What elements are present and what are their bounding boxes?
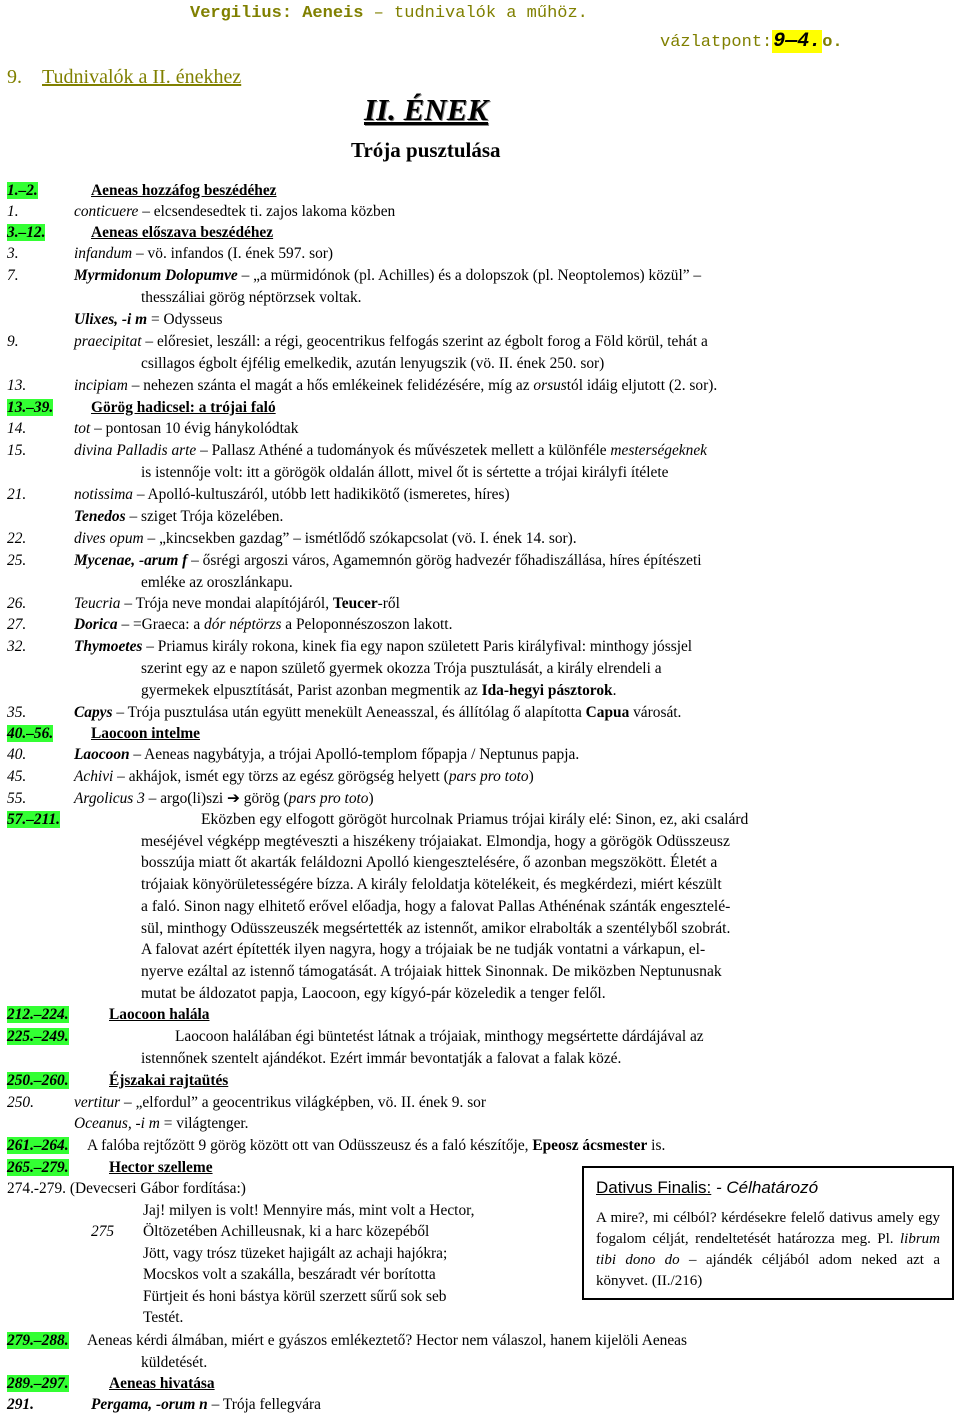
list-item: 15. divina Palladis arte – Pallasz Athéné a tudományok és művészetek mellett a különféle mesterségeknek	[7, 442, 707, 459]
list-item: Tenedos – sziget Trója közelében.	[74, 508, 284, 525]
chapter-subtitle: Trója pusztulása	[351, 138, 501, 162]
paragraph-line: trójaiak könyörületességére bízza. A király feloldatja kötelékeit, és megkérdezi, miért készült	[141, 876, 722, 894]
header-vazlatpont: vázlatpont:9—4.o.	[660, 30, 843, 53]
list-item: 3. infandum – vö. infandos (I. ének 597. sor)	[7, 245, 334, 262]
paragraph-sinon	[141, 809, 859, 1004]
list-item: 14. tot – pontosan 10 évig hánykolódtak	[7, 420, 299, 437]
poem-line: Öltözetében Achilleusnak, ki a harc közepéből	[143, 1223, 430, 1241]
list-item-cont: emléke az oroszlánkapu.	[141, 574, 293, 591]
list-item: 250. vertitur – „elfordul” a geocentrikus világképben, vö. II. ének 9. sor	[7, 1094, 486, 1111]
list-item-cont: gyermekek elpusztítását, Parist azonban megmentik az Ida-hegyi pásztorok.	[141, 682, 617, 699]
poem-line: Jaj! milyen is volt! Mennyire más, mint volt a Hector,	[143, 1202, 475, 1219]
list-item: 279.–288. Aeneas kérdi álmában, miért e gyászos emlékeztető? Hector nem válaszol, hanem kijelöli Aeneas	[7, 1332, 687, 1349]
list-item: 250.–260. Éjszakai rajtaütés	[7, 1072, 229, 1089]
paragraph-line: a faló. Sinon nagy elhitető erővel előadja, hogy a falovat Pallas Athénénak szánták engesztelé-	[141, 897, 731, 915]
list-item: 274.-279. (Devecseri Gábor fordítása:)	[7, 1180, 246, 1197]
list-item: 1.–2. Aeneas hozzáfog beszédéhez	[7, 182, 277, 199]
list-item-cont: küldetését.	[141, 1354, 208, 1371]
box-title: Dativus Finalis: - Célhatározó	[596, 1178, 819, 1197]
list-item-cont: csillagos égbolt éjfélig emelkedik, azután lenyugszik (vö. II. ének 250. sor)	[141, 355, 605, 372]
poem-translation	[143, 1200, 475, 1328]
paragraph-line: bosszúja miatt őt akarták feláldozni Apolló kiengesztelésére, ő azonban megszökött. Életét a	[141, 854, 718, 872]
list-item: 22. dives opum – „kincsekben gazdag” – ismétlődő szókapcsolat (vö. I. ének 14. sor).	[7, 530, 577, 547]
poem-line: Mocskos volt a szakálla, beszáradt vér borította	[143, 1266, 436, 1284]
paragraph-line: nyerve ezáltal az istennő támogatását. A trójaiak hittek Sinonnak. De miközben Neptunusnak	[141, 962, 722, 980]
list-item: 1. conticuere – elcsendesedtek ti. zajos lakoma közben	[7, 203, 396, 220]
list-item: 21. notissima – Apolló-kultuszáról, utóbb lett hadikikötő (ismeretes, híres)	[7, 486, 510, 503]
list-item: 212.–224. Laocoon halála	[7, 1006, 210, 1023]
list-item: 57.–211.	[7, 811, 61, 828]
list-item: 13. incipiam – nehezen szánta el magát a hős emlékeinek felidézésére, míg az orsustól idáig eljutott (2. sor).	[7, 377, 718, 394]
list-item: 55. Argolicus 3 – argo(li)szi ➔ görög (pars pro toto)	[7, 790, 374, 807]
list-item: 9. praecipitat – előresiet, leszáll: a régi, geocentrikus felfogás szerint az égbolt forog a Föld körül, tehát a	[7, 333, 708, 350]
list-item: 7. Myrmidonum Dolopumve – „a mürmidónok (pl. Achilles) és a dolopszok (pl. Neoptolemos) közül” –	[7, 267, 702, 284]
dativus-finalis-box	[582, 1166, 954, 1300]
paragraph-line: Eközben egy elfogott görögöt hurcolnak Priamus trójai király elé: Sinon, ez, aki csalárd	[201, 811, 749, 828]
list-item: 45. Achivi – akhájok, ismét egy törzs az egész görögség helyett (pars pro toto)	[7, 768, 534, 785]
paragraph-line: A falovat azért építették ilyen nagyra, hogy a trójaiak be ne tudják vontatni a várkapun, el-	[141, 941, 706, 959]
poem-line: Fürtjeit és honi bástya körül szerzett sűrű sok seb	[143, 1287, 447, 1305]
list-item: 26. Teucria – Trója neve mondai alapítójáról, Teucer-ről	[7, 595, 400, 612]
list-item: 35. Capys – Trója pusztulása után együtt menekült Aeneasszal, és állítólag ő alapította Capua városát.	[7, 704, 682, 721]
list-item-cont: szerint egy az e napon születő gyermek okozza Trója pusztulását, a király elrendeli a	[141, 660, 662, 677]
list-item: Ulixes, -i m = Odysseus	[74, 311, 223, 328]
poem-line-number: 275	[91, 1223, 115, 1240]
list-item: 289.–297. Aeneas hivatása	[7, 1375, 215, 1392]
list-item-cont: thesszáliai görög néptörzsek voltak.	[141, 289, 362, 306]
list-item: 40. Laocoon – Aeneas nagybátyja, a trójai Apolló-templom főpapja / Neptunus papja.	[7, 746, 580, 763]
list-item: Oceanus, -i m = világtenger.	[74, 1115, 249, 1132]
section-title: 9. Tudnivalók a II. énekhez	[7, 66, 242, 88]
paragraph-line: sül, minthogy Odüsszeuszék megsértették az istennőt, amikor elrabolták a szentélyből szobrát.	[141, 919, 731, 937]
poem-line: Testét.	[143, 1309, 184, 1327]
paragraph-line: mutat be áldozatot papja, Laocoon, egy kígyó-pár közeledik a tenger felől.	[141, 984, 606, 1002]
box-body: A mire?, mi célból? kérdésekre felelő dativus amely egy fogalom célját, rendeltetését határozza meg. Pl. librum tibi dono do – ajándék céljából adom neked azt a könyvet. (II./216)	[596, 1210, 940, 1289]
list-item: 32. Thymoetes – Priamus király rokona, kinek fia egy napon született Paris királyfival: minthogy jóssjel	[7, 638, 693, 655]
list-item-cont: is istennője volt: itt a görögök oldalán állott, mivel őt is sértette a trójai királyfi ítélete	[141, 464, 669, 481]
list-item: 27. Dorica – =Graeca: a dór néptörzs a Peloponnészoszon lakott.	[7, 616, 453, 633]
list-item: 265.–279. Hector szelleme	[7, 1159, 213, 1176]
list-item: 291. Pergama, -orum n – Trója fellegvára	[7, 1396, 321, 1413]
list-item-cont: istennőnek szentelt ajándékot. Ezért immár bevontatják a falovat a falak közé.	[141, 1050, 622, 1067]
list-item: 261.–264. A falóba rejtőzött 9 görög között ott van Odüsszeusz és a faló készítője, Epeosz ácsmester is.	[7, 1137, 666, 1154]
header-title: Vergilius: Aeneis – tudnivalók a műhöz.	[190, 4, 588, 23]
chapter-title: II. ÉNEK	[364, 92, 489, 127]
list-item: 40.–56. Laocoon intelme	[7, 725, 201, 742]
list-item: 3.–12. Aeneas előszava beszédéhez	[7, 224, 274, 241]
poem-line: Jött, vagy trósz tüzeket hajigált az achaji hajókra;	[143, 1244, 448, 1262]
list-item: 13.–39. Görög hadicsel: a trójai faló	[7, 399, 276, 416]
list-item: 25. Mycenae, -arum f – ősrégi argoszi város, Agamemnón görög hadvezér főhadiszállása, híres építészeti	[7, 552, 702, 569]
list-item: 225.–249. Laocoon halálában égi büntetést látnak a trójaiak, minthogy megsértette dárdájával az	[7, 1028, 704, 1045]
paragraph-line: meséjével végképp megtéveszti a hiszékeny trójaiakat. Elmondja, hogy a görögök Odüsszeusz	[141, 832, 730, 850]
